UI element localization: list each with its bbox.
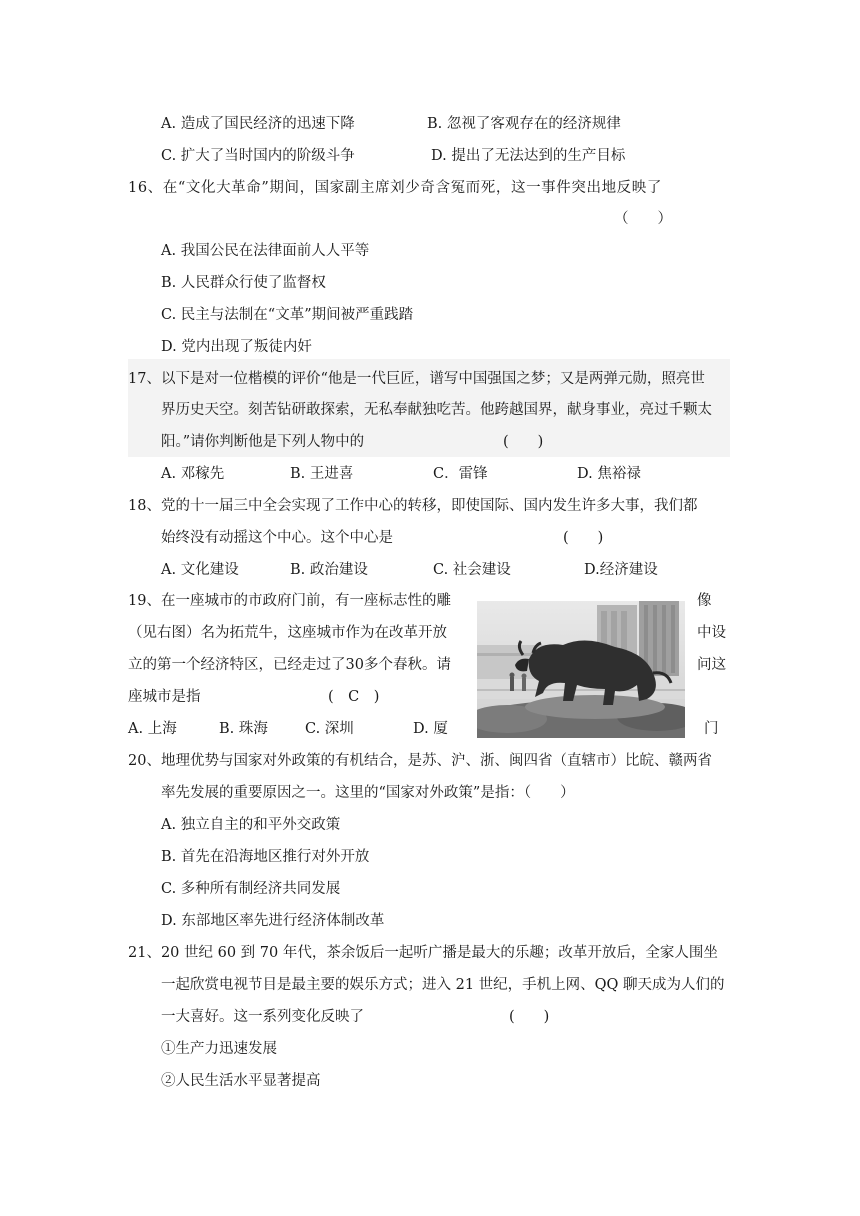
q16-option-c: C. 民主与法制在“文革”期间被严重践踏: [161, 307, 414, 323]
q20-option-b: B. 首先在沿海地区推行对外开放: [161, 849, 370, 865]
q19-option-b: B. 珠海: [219, 721, 268, 737]
q18-stem-line1: 18、党的十一届三中全会实现了工作中心的转移，即使国际、国内发生许多大事，我们都: [128, 498, 698, 514]
q17-stem-line3: 阳。”请你判断他是下列人物中的: [161, 434, 365, 450]
q19-stem-line3-end: 问这: [697, 657, 726, 673]
q17-option-b: B. 王进喜: [290, 466, 354, 482]
q15-option-d: D. 提出了无法达到的生产目标: [431, 148, 626, 164]
q18-option-a: A. 文化建设: [161, 562, 239, 578]
q17-option-c: C．雷锋: [433, 466, 488, 482]
q19-option-c: C. 深圳: [305, 721, 354, 737]
q19-stem-line4: 座城市是指: [128, 689, 201, 705]
q20-option-a: A. 独立自主的和平外交政策: [161, 817, 341, 833]
q19-stem-line3: 立的第一个经济特区，已经走过了30多个春秋。请: [128, 657, 451, 673]
q16-answer-paren: （ ）: [614, 211, 672, 227]
q20-option-d: D. 东部地区率先进行经济体制改革: [161, 913, 385, 929]
q19-option-a: A. 上海: [128, 721, 177, 737]
q16-option-d: D. 党内出现了叛徒内奸: [161, 339, 312, 355]
q17-option-a: A. 邓稼先: [161, 466, 225, 482]
q17-option-d: D. 焦裕禄: [577, 466, 641, 482]
q21-item-2: ②人民生活水平显著提高: [161, 1073, 321, 1089]
q19-stem-line1: 19、在一座城市的市政府门前，有一座标志性的雕: [128, 593, 451, 609]
q18-option-d: D.经济建设: [584, 562, 658, 578]
q18-answer-paren: ( ): [563, 530, 604, 546]
q18-stem-line2: 始终没有动摇这个中心。这个中心是: [161, 530, 393, 546]
q15-option-c: C. 扩大了当时国内的阶级斗争: [161, 148, 355, 164]
q21-stem-line3: 一大喜好。这一系列变化反映了: [161, 1009, 364, 1025]
q16-option-b: B. 人民群众行使了监督权: [161, 275, 326, 291]
q19-stem-line2: （见右图）名为拓荒牛，这座城市作为在改革开放: [128, 625, 447, 641]
q17-stem-line2: 界历史天空。刻苦钻研敢探索，无私奉献独吃苦。他跨越国界，献身事业，亮过千颗太: [161, 402, 712, 418]
q20-option-c: C. 多种所有制经济共同发展: [161, 881, 341, 897]
q19-stem-line1-end: 像: [697, 593, 712, 609]
q16-stem: 16、在“文化大革命”期间，国家副主席刘少奇含冤而死，这一事件突出地反映了: [128, 180, 662, 196]
q19-option-d-end: 门: [704, 721, 719, 737]
q17-stem-line1: 17、以下是对一位楷模的评价“他是一代巨匠，谱写中国强国之梦；又是两弹元勋，照亮世: [128, 371, 705, 387]
q21-item-1: ①生产力迅速发展: [161, 1041, 277, 1057]
q21-stem-line1: 21、20 世纪 60 到 70 年代，茶余饭后一起听广播是最大的乐趣；改革开放后，全家人围坐: [128, 945, 718, 961]
q15-option-a: A. 造成了国民经济的迅速下降: [161, 116, 355, 132]
q21-stem-line2: 一起欣赏电视节目是最主要的娱乐方式；进入 21 世纪，手机上网、QQ 聊天成为人们的: [161, 977, 725, 993]
q19-option-d: D. 厦: [413, 721, 448, 737]
q18-option-c: C. 社会建设: [433, 562, 511, 578]
q18-option-b: B. 政治建设: [290, 562, 368, 578]
q20-stem-line2: 率先发展的重要原因之一。这里的“国家对外政策”是指：（ ）: [161, 785, 575, 801]
q16-option-a: A. 我国公民在法律面前人人平等: [161, 243, 370, 259]
q19-stem-line2-end: 中设: [697, 625, 726, 641]
pioneer-bull-photo: [477, 601, 685, 738]
q19-answer-paren: ( C ): [328, 689, 380, 705]
q15-option-b: B. 忽视了客观存在的经济规律: [427, 116, 621, 132]
q17-answer-paren: ( ): [503, 434, 544, 450]
q20-stem-line1: 20、地理优势与国家对外政策的有机结合，是苏、沪、浙、闽四省（直辖市）比皖、赣两省: [128, 753, 712, 769]
q21-answer-paren: ( ): [509, 1009, 550, 1025]
